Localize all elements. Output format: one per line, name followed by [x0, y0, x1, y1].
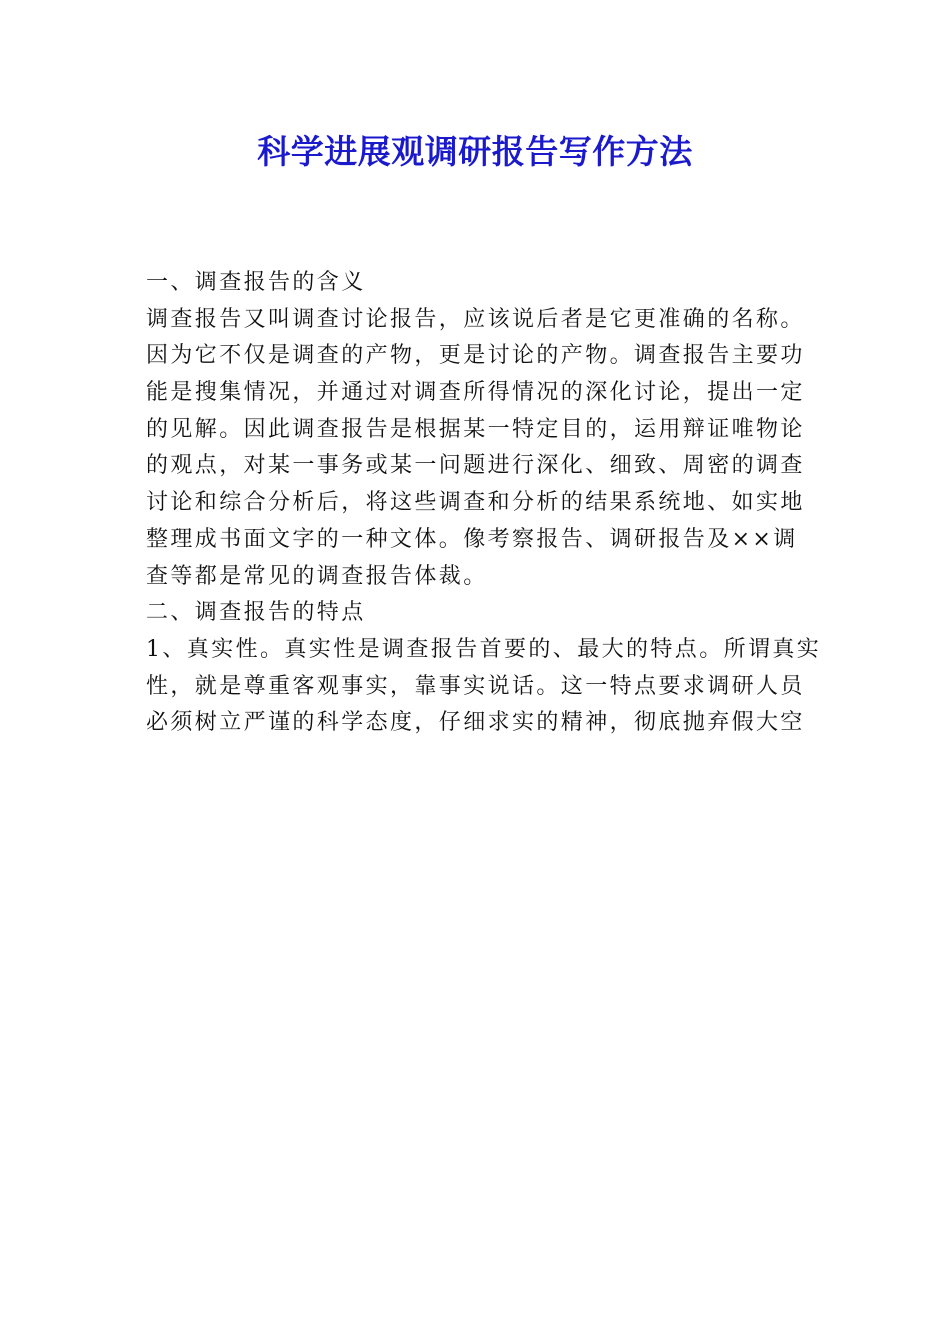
text-line: 因为它不仅是调查的产物，更是讨论的产物。调查报告主要功 [146, 343, 805, 369]
text-line: 性，就是尊重客观事实，靠事实说话。这一特点要求调研人员 [146, 673, 805, 699]
text-line: 1、真实性。真实性是调查报告首要的、最大的特点。所谓真实 [146, 636, 822, 662]
section-heading-1: 一、调查报告的含义 [146, 270, 366, 295]
text-line: 的见解。因此调查报告是根据某一特定目的，运用辩证唯物论 [146, 416, 805, 442]
document-title: 科学进展观调研报告写作方法 [257, 132, 693, 171]
text-line: 查等都是常见的调查报告体裁。 [146, 563, 488, 589]
text-line: 调查报告又叫调查讨论报告，应该说后者是它更准确的名称。 [146, 306, 805, 332]
text-line: 讨论和综合分析后，将这些调查和分析的结果系统地、如实地 [146, 490, 805, 516]
text-line: 整理成书面文字的一种文体。像考察报告、调研报告及××调 [146, 526, 798, 552]
text-line: 的观点，对某一事务或某一问题进行深化、细致、周密的调查 [146, 453, 805, 479]
document-body [146, 265, 822, 742]
text-line: 必须树立严谨的科学态度，仔细求实的精神，彻底抛弃假大空 [146, 710, 805, 736]
text-line: 能是搜集情况，并通过对调查所得情况的深化讨论，提出一定 [146, 380, 805, 406]
section-heading-2: 二、调查报告的特点 [146, 600, 366, 626]
